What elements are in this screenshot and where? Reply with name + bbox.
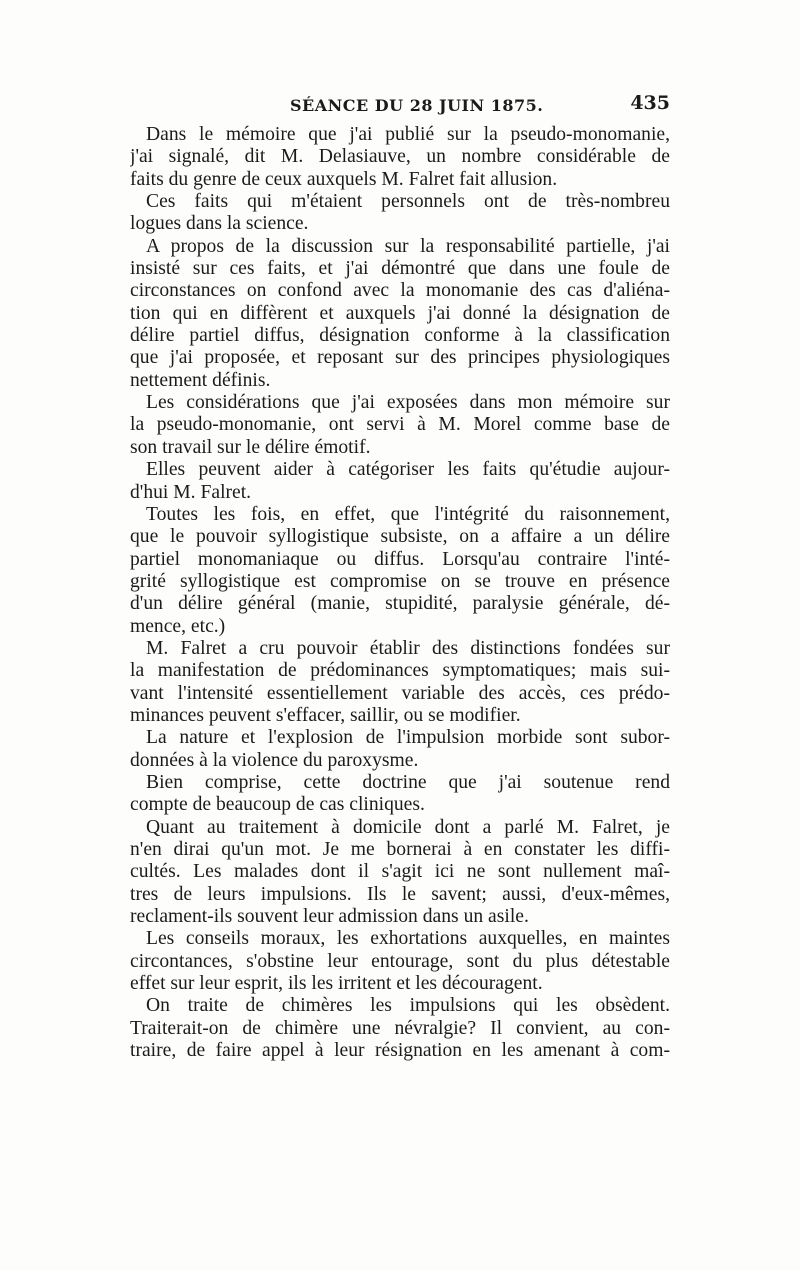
text-line: la manifestation de prédominances symptomatiques; mais sui- xyxy=(130,660,670,682)
text-line: d'un délire général (manie, stupidité, paralysie générale, dé- xyxy=(130,593,670,615)
text-line: circonstances on confond avec la monomanie des cas d'aliéna- xyxy=(130,280,670,302)
text-line: j'ai signalé, dit M. Delasiauve, un nombre considérable de xyxy=(130,146,670,168)
text-line: insisté sur ces faits, et j'ai démontré que dans une foule de xyxy=(130,258,670,280)
text-line: grité syllogistique est compromise on se trouve en présence xyxy=(130,570,670,592)
text-line: que j'ai proposée, et reposant sur des principes physiologiques xyxy=(130,347,670,369)
text-line: données à la violence du paroxysme. xyxy=(130,749,419,771)
text-line: M. Falret a cru pouvoir établir des distinctions fondées sur xyxy=(146,637,670,659)
text-line: Bien comprise, cette doctrine que j'ai soutenue rend xyxy=(146,771,670,793)
text-line: Traiterait-on de chimère une névralgie? Il convient, au con- xyxy=(130,1017,670,1039)
text-line: d'hui M. Falret. xyxy=(130,481,252,503)
text-line: On traite de chimères les impulsions qui les obsèdent. xyxy=(146,995,670,1017)
text-line: compte de beaucoup de cas cliniques. xyxy=(130,794,425,816)
text-line: mence, etc.) xyxy=(130,615,226,637)
text-line: effet sur leur esprit, ils les irritent et les découragent. xyxy=(130,973,543,995)
text-line: délire partiel diffus, désignation conforme à la classification xyxy=(130,325,670,347)
text-line: la pseudo-monomanie, ont servi à M. Morel comme base de xyxy=(130,414,670,436)
text-line: Ces faits qui m'étaient personnels ont de très-nombreu xyxy=(146,191,670,213)
text-line: que le pouvoir syllogistique subsiste, on a affaire a un délire xyxy=(130,526,670,548)
text-line: La nature et l'explosion de l'impulsion morbide sont subor- xyxy=(146,727,670,749)
text-line: tres de leurs impulsions. Ils le savent; aussi, d'eux-mêmes, xyxy=(130,883,670,905)
text-line: tion qui en diffèrent et auxquels j'ai donné la désignation de xyxy=(130,302,670,324)
text-line: reclament-ils souvent leur admission dans un asile. xyxy=(130,906,529,928)
text-line: son travail sur le délire émotif. xyxy=(130,436,371,458)
text-line: A propos de la discussion sur la responsabilité partielle, j'ai xyxy=(146,235,670,257)
text-line: Les conseils moraux, les exhortations auxquelles, en maintes xyxy=(146,928,670,950)
text-line: Elles peuvent aider à catégoriser les faits qu'étudie aujour- xyxy=(146,459,670,481)
running-title: SÉANCE DU 28 JUIN 1875. xyxy=(290,96,544,115)
body-text xyxy=(130,124,670,1062)
text-line: n'en dirai qu'un mot. Je me bornerai à en constater les diffi- xyxy=(130,839,670,860)
text-line: circontances, s'obstine leur entourage, sont du plus détestable xyxy=(130,950,670,972)
text-line: Les considérations que j'ai exposées dans mon mémoire sur xyxy=(146,392,670,414)
text-line: Dans le mémoire que j'ai publié sur la pseudo-monomanie, xyxy=(146,124,670,145)
text-line: faits du genre de ceux auxquels M. Falret fait allusion. xyxy=(130,168,558,190)
text-line: Toutes les fois, en effet, que l'intégrité du raisonnement, xyxy=(146,503,670,525)
text-line: partiel monomaniaque ou diffus. Lorsqu'au contraire l'inté- xyxy=(130,548,670,570)
text-line: Quant au traitement à domicile dont a parlé M. Falret, je xyxy=(146,816,670,838)
page-number: 435 xyxy=(630,92,670,114)
text-line: minances peuvent s'effacer, saillir, ou se modifier. xyxy=(130,704,521,726)
text-line: cultés. Les malades dont il s'agit ici ne sont nullement maî- xyxy=(130,861,670,883)
text-line: logues dans la science. xyxy=(130,213,309,235)
running-head xyxy=(130,92,670,122)
text-line: traire, de faire appel à leur résignation en les amenant à com- xyxy=(130,1040,670,1062)
text-line: vant l'intensité essentiellement variable des accès, ces prédo- xyxy=(130,682,670,704)
text-line: nettement définis. xyxy=(130,369,271,391)
